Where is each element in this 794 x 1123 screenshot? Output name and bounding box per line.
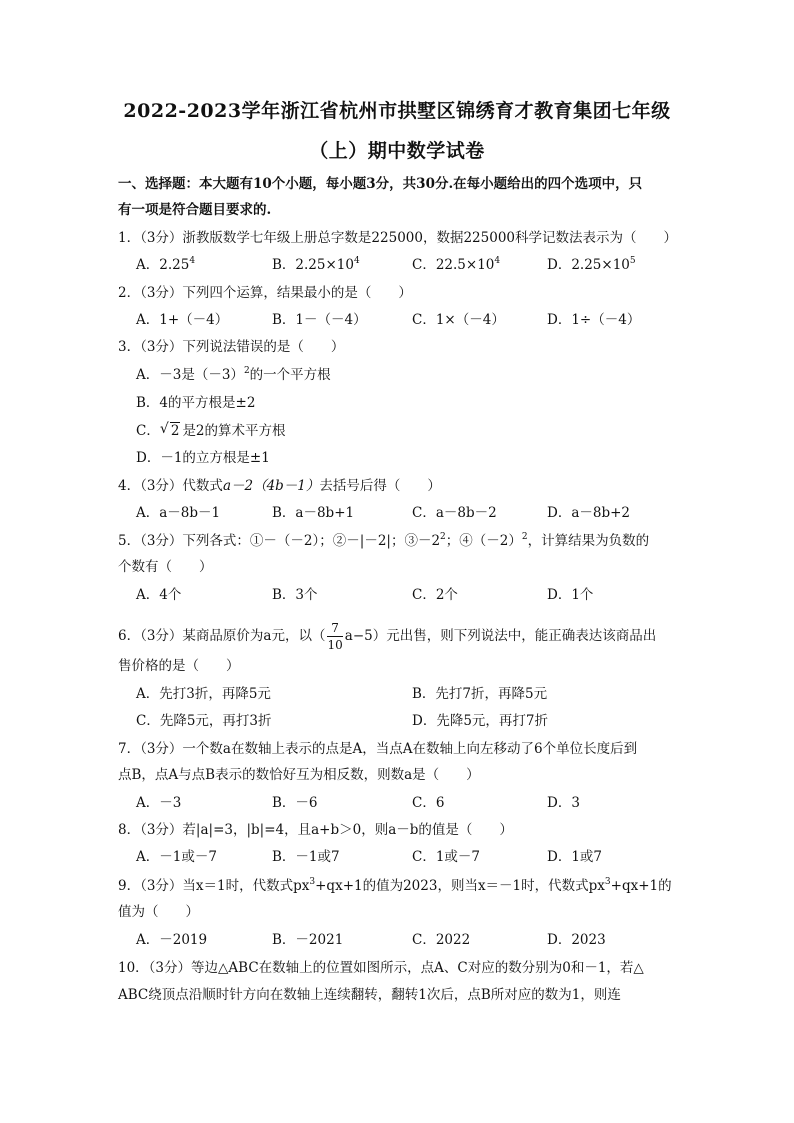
q5-option-d: D．1个 — [547, 587, 594, 603]
fraction: $\frac{7}{10}$ — [327, 621, 343, 652]
q10-stem: 10．（3分）等边△ABC在数轴上的位置如图所示，点A、C对应的数分别为0和－1，若△ — [118, 960, 644, 976]
q1-option-c: C．$22.5\times 10^4$ — [412, 256, 501, 273]
q7-stem: 7．（3分）一个数a在数轴上表示的点是A，当点A在数轴上向左移动了6个单位长度后到 — [118, 741, 638, 757]
exam-title-line2: （上）期中数学试卷 — [309, 140, 485, 162]
q9-option-d: D．2023 — [547, 932, 606, 948]
q9-stem: 9．（3分）当x＝1时，代数式$px^3+qx+1$的值为2023，则当x＝－1时，代数式$px^3+qx+1$的 — [118, 877, 672, 894]
q2-option-c: C．1×（－4） — [412, 312, 505, 328]
q3-stem: 3．（3分）下列说法错误的是（ ） — [118, 339, 345, 355]
q8-option-b: B．－1或7 — [272, 849, 340, 865]
q5-stem: 5．（3分）下列各式：①－（－2）；②－|－2|；$③-2^2$；$④(-2)^2$，计算结果为负数的 — [118, 532, 650, 549]
q4-option-c: C．a－8b－2 — [412, 505, 497, 521]
q5-stem-cont: 个数有（ ） — [118, 559, 213, 575]
q6-stem-cont: 售价格的是（ ） — [118, 658, 240, 674]
q6-option-a: A．先打3折，再降5元 — [136, 686, 271, 702]
q2-stem: 2．（3分）下列四个运算，结果最小的是（ ） — [118, 285, 412, 301]
q7-option-c: C．6 — [412, 795, 445, 811]
exam-title-line1: 2022-2023学年浙江省杭州市拱墅区锦绣育才教育集团七年级 — [123, 100, 671, 122]
q2-option-d: D．1÷（－4） — [547, 312, 641, 328]
q3-option-b: B．4的平方根是±2 — [136, 395, 256, 411]
q10-stem-cont: ABC绕顶点沿顺时针方向在数轴上连续翻转，翻转1次后，点B所对应的数为1，则连 — [118, 987, 621, 1003]
section-heading-cont: 有一项是符合题目要求的. — [118, 202, 272, 218]
q7-option-b: B．－6 — [272, 795, 318, 811]
q2-option-b: B．1－（－4） — [272, 312, 367, 328]
q1-option-a: A．2.25$^4$ — [136, 256, 196, 273]
q4-option-d: D．a－8b+2 — [547, 505, 631, 521]
square-root-symbol: √ 2 — [159, 421, 180, 439]
q3-option-a: A．－3是$(-3)^2$的一个平方根 — [136, 366, 331, 383]
q6-option-b: B．先打7折，再降5元 — [412, 686, 548, 702]
q2-option-a: A．1+（－4） — [136, 312, 229, 328]
q7-option-d: D．3 — [547, 795, 580, 811]
q7-stem-cont: 点B，点A与点B表示的数恰好互为相反数，则数a是（ ） — [118, 767, 480, 783]
q5-option-c: C．2个 — [412, 587, 458, 603]
q8-option-d: D．1或7 — [547, 849, 603, 865]
q8-option-a: A．－1或－7 — [136, 849, 217, 865]
q6-option-c: C．先降5元，再打3折 — [136, 713, 272, 729]
q6-stem: 6．（3分）某商品原价为a元，以（ $\frac{7}{10}$ a−5）元出售，则下列说法中，能正确表达该商品出 — [118, 621, 657, 652]
q4-stem: 4．（3分）代数式a－2（4b－1）去括号后得（ ） — [118, 478, 441, 494]
q9-stem-cont: 值为（ ） — [118, 904, 199, 920]
q4-option-b: B．a－8b+1 — [272, 505, 355, 521]
q1-stem: 1．（3分）浙教版数学七年级上册总字数是225000，数据225000科学记数法表示为（ ） — [118, 230, 677, 246]
q5-option-a: A．4个 — [136, 587, 182, 603]
q9-option-a: A．－2019 — [136, 932, 208, 948]
q9-option-b: B．－2021 — [272, 932, 344, 948]
q8-stem: 8．（3分）若|a|=3，|b|=4，且a+b＞0，则a－b的值是（ ） — [118, 822, 513, 838]
q3-option-d: D．－1的立方根是±1 — [136, 450, 270, 466]
q1-option-d: D．$2.25\times 10^5$ — [547, 256, 636, 273]
q4-option-a: A．a－8b－1 — [136, 505, 221, 521]
q6-option-d: D．先降5元，再打7折 — [412, 713, 549, 729]
q1-option-b: B．$2.25\times 10^4$ — [272, 256, 360, 273]
q5-option-b: B．3个 — [272, 587, 318, 603]
q7-option-a: A．－3 — [136, 795, 182, 811]
section-heading: 一、选择题：本大题有10个小题，每小题3分，共30分.在每小题给出的四个选项中，只 — [118, 176, 643, 192]
q3-option-c: C． √ 2 是2的算术平方根 — [136, 421, 286, 439]
q8-option-c: C．1或－7 — [412, 849, 481, 865]
q9-option-c: C．2022 — [412, 932, 471, 948]
